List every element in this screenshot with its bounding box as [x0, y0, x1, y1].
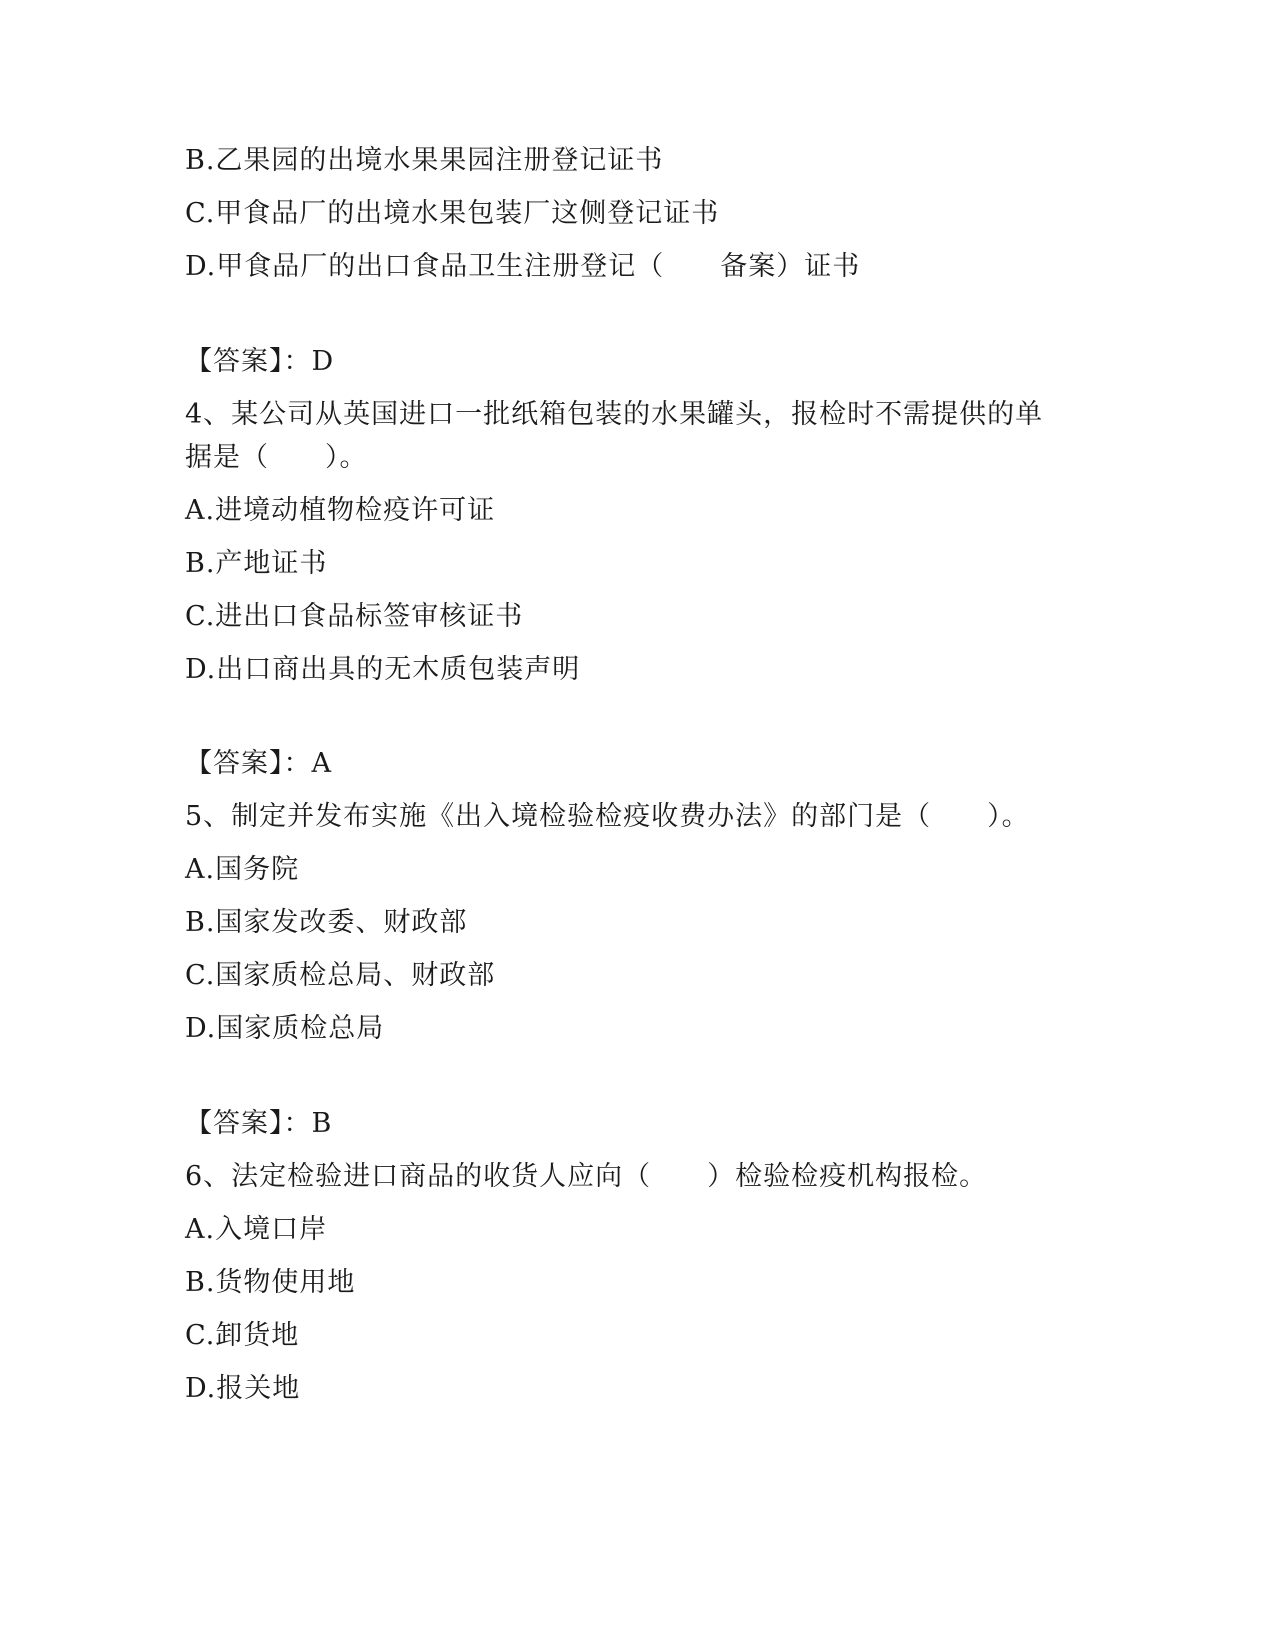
q5-stem: 5、制定并发布实施《出入境检验检疫收费办法》的部门是（ ）。 — [185, 801, 1030, 832]
q5-option-c: C.国家质检总局、财政部 — [185, 960, 496, 991]
q4-stem-line2: 据是（ ）。 — [185, 442, 368, 473]
q6-option-a: A.入境口岸 — [185, 1214, 328, 1245]
q4-option-a: A.进境动植物检疫许可证 — [185, 495, 496, 526]
q4-option-c: C.进出口食品标签审核证书 — [185, 601, 524, 632]
q6-option-c: C.卸货地 — [185, 1320, 300, 1351]
q3-answer: 【答案】：D — [185, 346, 335, 377]
q3-option-c: C.甲食品厂的出境水果包装厂这侧登记证书 — [185, 198, 720, 229]
q5-option-d: D.国家质检总局 — [185, 1013, 385, 1044]
q5-answer: 【答案】：B — [185, 1108, 333, 1139]
q5-option-a: A.国务院 — [185, 854, 300, 885]
q4-option-d: D.出口商出具的无木质包装声明 — [185, 654, 581, 685]
q3-option-d: D.甲食品厂的出口食品卫生注册登记（ 备案）证书 — [185, 251, 861, 282]
q4-answer: 【答案】：A — [185, 748, 332, 779]
q4-option-b: B.产地证书 — [185, 548, 328, 579]
q3-option-b: B.乙果园的出境水果果园注册登记证书 — [185, 145, 664, 176]
q4-stem-line1: 4、某公司从英国进口一批纸箱包装的水果罐头，报检时不需提供的单 — [185, 399, 1044, 430]
q5-option-b: B.国家发改委、财政部 — [185, 907, 468, 938]
q6-option-b: B.货物使用地 — [185, 1267, 356, 1298]
q6-option-d: D.报关地 — [185, 1373, 301, 1404]
q6-stem: 6、法定检验进口商品的收货人应向（ ）检验检疫机构报检。 — [185, 1161, 988, 1192]
